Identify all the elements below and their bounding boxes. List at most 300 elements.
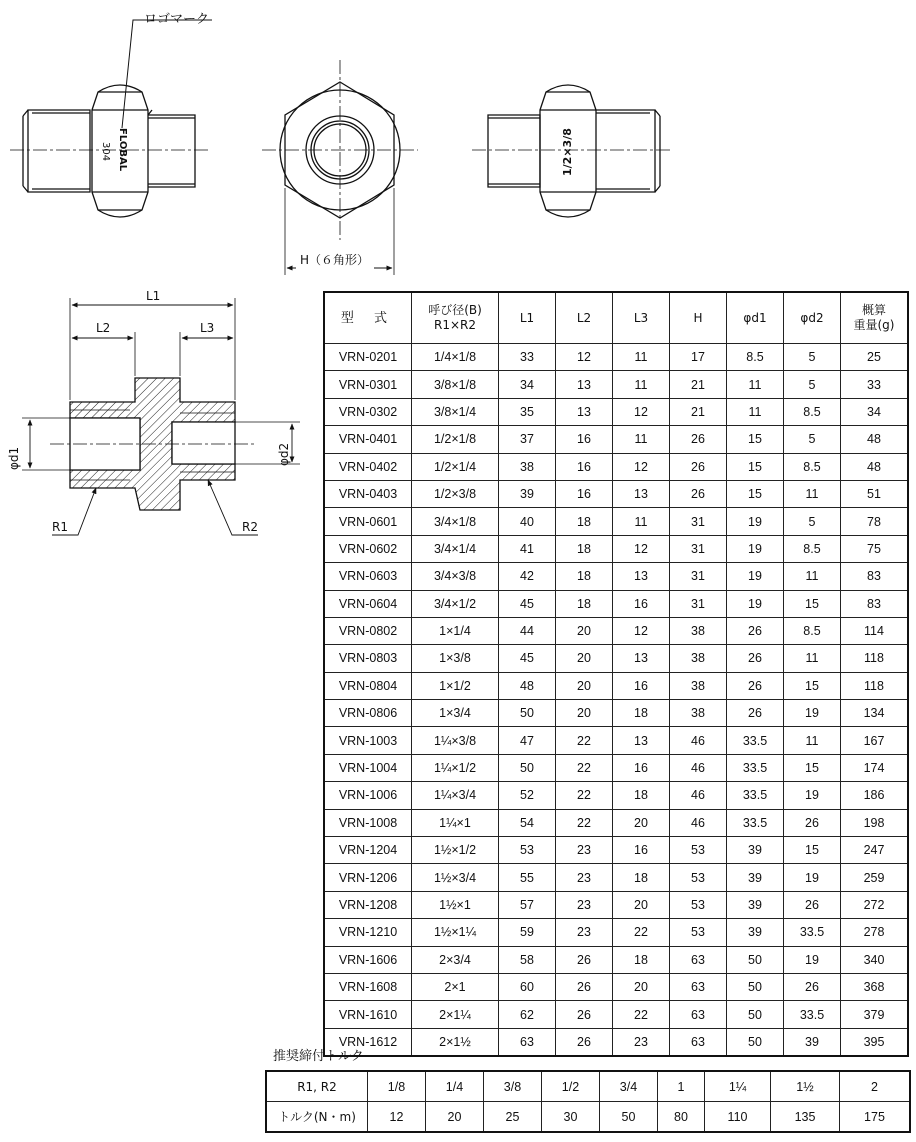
cell-H: 26: [670, 480, 727, 507]
cell-L1: 33: [499, 344, 556, 371]
cell-L2: 22: [556, 782, 613, 809]
brand-marking: FLOBAL: [117, 128, 128, 172]
cell-d1: 33.5: [727, 727, 784, 754]
cell-weight: 259: [841, 864, 909, 891]
cell-model: VRN-0604: [324, 590, 412, 617]
cell-L2: 26: [556, 946, 613, 973]
cell-model: VRN-0806: [324, 700, 412, 727]
cell-nominal-size: 2×1½: [412, 1028, 499, 1056]
cell-nominal-size: 3/4×1/2: [412, 590, 499, 617]
dim-d1: φd1: [7, 446, 21, 470]
cell-d2: 19: [784, 700, 841, 727]
cell-L3: 18: [613, 864, 670, 891]
cell-L2: 18: [556, 535, 613, 562]
section-view: [22, 298, 300, 535]
table-row: [324, 453, 908, 480]
header-model: 型 式: [324, 292, 412, 344]
cell-nominal-size: 1/2×3/8: [412, 480, 499, 507]
torque-size-cell: 1: [658, 1071, 705, 1102]
cell-weight: 278: [841, 919, 909, 946]
cell-H: 38: [670, 645, 727, 672]
cell-d1: 26: [727, 672, 784, 699]
cell-L1: 44: [499, 617, 556, 644]
cell-L3: 18: [613, 700, 670, 727]
cell-nominal-size: 1¼×3/4: [412, 782, 499, 809]
table-row: [324, 508, 908, 535]
cell-model: VRN-1608: [324, 973, 412, 1000]
cell-nominal-size: 1½×1: [412, 891, 499, 918]
torque-value-cell: 30: [542, 1102, 600, 1133]
torque-value-cell: 25: [484, 1102, 542, 1133]
cell-H: 46: [670, 809, 727, 836]
cell-d1: 39: [727, 864, 784, 891]
cell-L2: 20: [556, 617, 613, 644]
cell-weight: 395: [841, 1028, 909, 1056]
cell-H: 63: [670, 973, 727, 1000]
cell-L3: 20: [613, 891, 670, 918]
cell-weight: 114: [841, 617, 909, 644]
table-row: [324, 344, 908, 371]
cell-weight: 34: [841, 398, 909, 425]
cell-nominal-size: 1/2×1/8: [412, 426, 499, 453]
cell-d1: 15: [727, 426, 784, 453]
cell-nominal-size: 1×3/8: [412, 645, 499, 672]
spec-table: [323, 291, 909, 1057]
cell-d1: 26: [727, 700, 784, 727]
cell-H: 46: [670, 782, 727, 809]
torque-value-cell: 20: [426, 1102, 484, 1133]
cell-L1: 45: [499, 590, 556, 617]
cell-d1: 39: [727, 919, 784, 946]
cell-L3: 18: [613, 946, 670, 973]
cell-d1: 50: [727, 946, 784, 973]
cell-L1: 58: [499, 946, 556, 973]
torque-size-header: R1, R2: [266, 1071, 368, 1102]
cell-d1: 15: [727, 480, 784, 507]
cell-L1: 50: [499, 754, 556, 781]
cell-L1: 39: [499, 480, 556, 507]
cell-d2: 33.5: [784, 919, 841, 946]
cell-weight: 247: [841, 837, 909, 864]
cell-H: 63: [670, 1028, 727, 1056]
cell-d2: 8.5: [784, 535, 841, 562]
cell-H: 63: [670, 946, 727, 973]
cell-weight: 340: [841, 946, 909, 973]
cell-weight: 174: [841, 754, 909, 781]
cell-H: 53: [670, 919, 727, 946]
cell-model: VRN-1606: [324, 946, 412, 973]
cell-weight: 51: [841, 480, 909, 507]
cell-d1: 33.5: [727, 754, 784, 781]
cell-d2: 11: [784, 727, 841, 754]
table-row: [324, 590, 908, 617]
header-d2: φd2: [784, 292, 841, 344]
cell-L2: 12: [556, 344, 613, 371]
table-row: [324, 700, 908, 727]
cell-weight: 48: [841, 426, 909, 453]
cell-weight: 186: [841, 782, 909, 809]
table-row: [324, 398, 908, 425]
cell-L3: 11: [613, 508, 670, 535]
cell-L2: 16: [556, 426, 613, 453]
cell-L3: 22: [613, 1001, 670, 1028]
cell-nominal-size: 3/4×1/4: [412, 535, 499, 562]
cell-nominal-size: 1¼×1/2: [412, 754, 499, 781]
torque-size-cell: 1/8: [368, 1071, 426, 1102]
cell-L1: 57: [499, 891, 556, 918]
size-marking: 1/2×3/8: [561, 128, 574, 176]
cell-H: 31: [670, 508, 727, 535]
cell-model: VRN-0804: [324, 672, 412, 699]
cell-d2: 5: [784, 426, 841, 453]
cell-model: VRN-0402: [324, 453, 412, 480]
cell-L1: 60: [499, 973, 556, 1000]
torque-size-cell: 3/4: [600, 1071, 658, 1102]
cell-L1: 40: [499, 508, 556, 535]
cell-L3: 12: [613, 535, 670, 562]
cell-nominal-size: 1½×1/2: [412, 837, 499, 864]
cell-H: 21: [670, 398, 727, 425]
cell-L2: 22: [556, 809, 613, 836]
cell-nominal-size: 2×3/4: [412, 946, 499, 973]
end-view: [262, 60, 418, 275]
table-row: [324, 837, 908, 864]
cell-nominal-size: 1×1/2: [412, 672, 499, 699]
cell-model: VRN-1610: [324, 1001, 412, 1028]
torque-size-cell: 1½: [771, 1071, 840, 1102]
cell-H: 53: [670, 864, 727, 891]
torque-value-cell: 80: [658, 1102, 705, 1133]
cell-H: 17: [670, 344, 727, 371]
header-H: H: [670, 292, 727, 344]
cell-d1: 19: [727, 563, 784, 590]
spec-table-body: [324, 344, 908, 1057]
cell-d1: 26: [727, 645, 784, 672]
cell-model: VRN-1008: [324, 809, 412, 836]
cell-L3: 16: [613, 590, 670, 617]
cell-L1: 47: [499, 727, 556, 754]
cell-weight: 134: [841, 700, 909, 727]
cell-d2: 19: [784, 782, 841, 809]
cell-d1: 11: [727, 398, 784, 425]
table-row: [324, 645, 908, 672]
cell-model: VRN-1204: [324, 837, 412, 864]
cell-model: VRN-1206: [324, 864, 412, 891]
table-row: [324, 782, 908, 809]
table-row: [324, 535, 908, 562]
header-nominal-size: [412, 292, 499, 344]
hex-dimension-label: H（６角形）: [300, 253, 370, 267]
cell-d2: 33.5: [784, 1001, 841, 1028]
cell-d2: 5: [784, 508, 841, 535]
cell-d1: 8.5: [727, 344, 784, 371]
dim-L1: L1: [146, 289, 161, 303]
cell-nominal-size: 2×1¼: [412, 1001, 499, 1028]
table-row: [324, 864, 908, 891]
table-row: [324, 727, 908, 754]
cell-model: VRN-0802: [324, 617, 412, 644]
table-row: [324, 1001, 908, 1028]
cell-L2: 22: [556, 727, 613, 754]
cell-L3: 20: [613, 973, 670, 1000]
cell-H: 26: [670, 426, 727, 453]
header-L1: L1: [499, 292, 556, 344]
cell-H: 38: [670, 617, 727, 644]
torque-size-cell: 1¼: [705, 1071, 771, 1102]
cell-model: VRN-1210: [324, 919, 412, 946]
header-d1: φd1: [727, 292, 784, 344]
cell-d1: 19: [727, 535, 784, 562]
cell-nominal-size: 1/4×1/8: [412, 344, 499, 371]
cell-L2: 13: [556, 398, 613, 425]
header-nominal-line1: 呼び径(B): [428, 303, 482, 317]
torque-value-cell: 175: [839, 1102, 910, 1133]
torque-value-row: [266, 1102, 910, 1133]
table-row: [324, 946, 908, 973]
cell-L2: 20: [556, 672, 613, 699]
cell-weight: 198: [841, 809, 909, 836]
cell-nominal-size: 1½×1¼: [412, 919, 499, 946]
cell-model: VRN-1003: [324, 727, 412, 754]
cell-weight: 78: [841, 508, 909, 535]
cell-H: 31: [670, 535, 727, 562]
cell-L3: 13: [613, 480, 670, 507]
cell-d1: 26: [727, 617, 784, 644]
cell-L2: 18: [556, 508, 613, 535]
cell-weight: 33: [841, 371, 909, 398]
cell-nominal-size: 3/8×1/8: [412, 371, 499, 398]
dim-d2: φd2: [277, 442, 291, 466]
cell-H: 46: [670, 727, 727, 754]
spec-header-row: [324, 292, 908, 344]
cell-L1: 50: [499, 700, 556, 727]
cell-model: VRN-1208: [324, 891, 412, 918]
cell-weight: 83: [841, 590, 909, 617]
cell-d2: 11: [784, 563, 841, 590]
cell-L2: 22: [556, 754, 613, 781]
torque-size-cell: 1/2: [542, 1071, 600, 1102]
cell-L2: 26: [556, 1028, 613, 1056]
dim-L3: L3: [200, 321, 215, 335]
cell-nominal-size: 3/4×1/8: [412, 508, 499, 535]
cell-L1: 45: [499, 645, 556, 672]
cell-d1: 19: [727, 508, 784, 535]
cell-d1: 11: [727, 371, 784, 398]
cell-L2: 18: [556, 590, 613, 617]
logo-callout-label: ロゴマーク: [144, 12, 210, 27]
cell-d2: 19: [784, 864, 841, 891]
cell-d1: 33.5: [727, 782, 784, 809]
cell-L3: 16: [613, 754, 670, 781]
cell-nominal-size: 1/2×1/4: [412, 453, 499, 480]
cell-d2: 15: [784, 672, 841, 699]
cell-L1: 42: [499, 563, 556, 590]
thread-R2-label: R2: [242, 520, 258, 534]
cell-L1: 62: [499, 1001, 556, 1028]
cell-L3: 11: [613, 371, 670, 398]
cell-L2: 23: [556, 837, 613, 864]
cell-L3: 13: [613, 727, 670, 754]
cell-d2: 19: [784, 946, 841, 973]
cell-weight: 118: [841, 645, 909, 672]
cell-L1: 55: [499, 864, 556, 891]
cell-weight: 25: [841, 344, 909, 371]
cell-L3: 23: [613, 1028, 670, 1056]
torque-title: 推奨締付トルク: [273, 1049, 364, 1064]
cell-d2: 26: [784, 973, 841, 1000]
cell-L2: 23: [556, 919, 613, 946]
table-row: [324, 891, 908, 918]
cell-L1: 35: [499, 398, 556, 425]
table-row: [324, 919, 908, 946]
cell-L1: 53: [499, 837, 556, 864]
cell-L3: 12: [613, 453, 670, 480]
cell-L2: 16: [556, 453, 613, 480]
cell-model: VRN-1612: [324, 1028, 412, 1056]
cell-nominal-size: 1¼×3/8: [412, 727, 499, 754]
cell-L1: 48: [499, 672, 556, 699]
torque-value-header: トルク(N・m): [266, 1102, 368, 1133]
cell-nominal-size: 2×1: [412, 973, 499, 1000]
cell-d1: 39: [727, 891, 784, 918]
header-weight-line2: 重量(g): [853, 318, 895, 332]
cell-d1: 19: [727, 590, 784, 617]
table-row: [324, 617, 908, 644]
thread-R1-label: R1: [52, 520, 68, 534]
front-view: [10, 20, 212, 217]
cell-weight: 379: [841, 1001, 909, 1028]
table-row: [324, 672, 908, 699]
cell-weight: 48: [841, 453, 909, 480]
torque-value-cell: 135: [771, 1102, 840, 1133]
cell-nominal-size: 3/8×1/4: [412, 398, 499, 425]
cell-model: VRN-0301: [324, 371, 412, 398]
table-row: [324, 480, 908, 507]
cell-L1: 38: [499, 453, 556, 480]
cell-L3: 22: [613, 919, 670, 946]
cell-d1: 50: [727, 1028, 784, 1056]
cell-L2: 20: [556, 700, 613, 727]
cell-L2: 26: [556, 973, 613, 1000]
cell-H: 53: [670, 837, 727, 864]
cell-L3: 20: [613, 809, 670, 836]
cell-H: 31: [670, 563, 727, 590]
header-weight: [841, 292, 909, 344]
cell-L1: 63: [499, 1028, 556, 1056]
material-marking: 304: [100, 142, 111, 162]
cell-L2: 26: [556, 1001, 613, 1028]
cell-L3: 16: [613, 672, 670, 699]
header-weight-line1: 概算: [861, 303, 886, 317]
cell-nominal-size: 1½×3/4: [412, 864, 499, 891]
cell-d2: 11: [784, 480, 841, 507]
torque-size-cell: 1/4: [426, 1071, 484, 1102]
torque-value-cell: 110: [705, 1102, 771, 1133]
cell-model: VRN-0602: [324, 535, 412, 562]
table-row: [324, 426, 908, 453]
table-row: [324, 809, 908, 836]
cell-nominal-size: 3/4×3/8: [412, 563, 499, 590]
dim-L2: L2: [96, 321, 111, 335]
cell-H: 21: [670, 371, 727, 398]
torque-size-row: [266, 1071, 910, 1102]
cell-nominal-size: 1×3/4: [412, 700, 499, 727]
cell-weight: 83: [841, 563, 909, 590]
torque-size-cell: 3/8: [484, 1071, 542, 1102]
cell-L1: 34: [499, 371, 556, 398]
cell-d2: 5: [784, 344, 841, 371]
header-L3: L3: [613, 292, 670, 344]
cell-model: VRN-0603: [324, 563, 412, 590]
cell-L1: 52: [499, 782, 556, 809]
torque-size-cell: 2: [839, 1071, 910, 1102]
cell-model: VRN-0201: [324, 344, 412, 371]
cell-H: 38: [670, 672, 727, 699]
cell-H: 26: [670, 453, 727, 480]
cell-L2: 23: [556, 891, 613, 918]
cell-H: 63: [670, 1001, 727, 1028]
cell-d2: 5: [784, 371, 841, 398]
cell-H: 38: [670, 700, 727, 727]
cell-d2: 8.5: [784, 398, 841, 425]
cell-d1: 50: [727, 973, 784, 1000]
cell-L1: 54: [499, 809, 556, 836]
torque-value-cell: 50: [600, 1102, 658, 1133]
table-row: [324, 563, 908, 590]
cell-L1: 37: [499, 426, 556, 453]
cell-d2: 39: [784, 1028, 841, 1056]
cell-H: 46: [670, 754, 727, 781]
cell-H: 31: [670, 590, 727, 617]
cell-model: VRN-1004: [324, 754, 412, 781]
cell-weight: 75: [841, 535, 909, 562]
cell-H: 53: [670, 891, 727, 918]
table-row: [324, 973, 908, 1000]
cell-d2: 11: [784, 645, 841, 672]
cell-d1: 39: [727, 837, 784, 864]
cell-L2: 20: [556, 645, 613, 672]
cell-nominal-size: 1×1/4: [412, 617, 499, 644]
cell-model: VRN-0302: [324, 398, 412, 425]
cell-model: VRN-0403: [324, 480, 412, 507]
cell-L3: 13: [613, 645, 670, 672]
table-row: [324, 1028, 908, 1056]
cell-d1: 15: [727, 453, 784, 480]
cell-L3: 18: [613, 782, 670, 809]
cell-L1: 59: [499, 919, 556, 946]
header-L2: L2: [556, 292, 613, 344]
cell-L3: 11: [613, 426, 670, 453]
table-row: [324, 371, 908, 398]
cell-L2: 13: [556, 371, 613, 398]
cell-model: VRN-0803: [324, 645, 412, 672]
cell-L3: 12: [613, 398, 670, 425]
cell-L2: 23: [556, 864, 613, 891]
torque-table: [265, 1070, 911, 1133]
cell-d2: 26: [784, 891, 841, 918]
cell-weight: 272: [841, 891, 909, 918]
cell-L1: 41: [499, 535, 556, 562]
cell-weight: 167: [841, 727, 909, 754]
cell-L3: 12: [613, 617, 670, 644]
cell-d1: 50: [727, 1001, 784, 1028]
cell-L3: 11: [613, 344, 670, 371]
cell-d2: 15: [784, 754, 841, 781]
cell-L3: 13: [613, 563, 670, 590]
table-row: [324, 754, 908, 781]
cell-weight: 118: [841, 672, 909, 699]
cell-d2: 26: [784, 809, 841, 836]
